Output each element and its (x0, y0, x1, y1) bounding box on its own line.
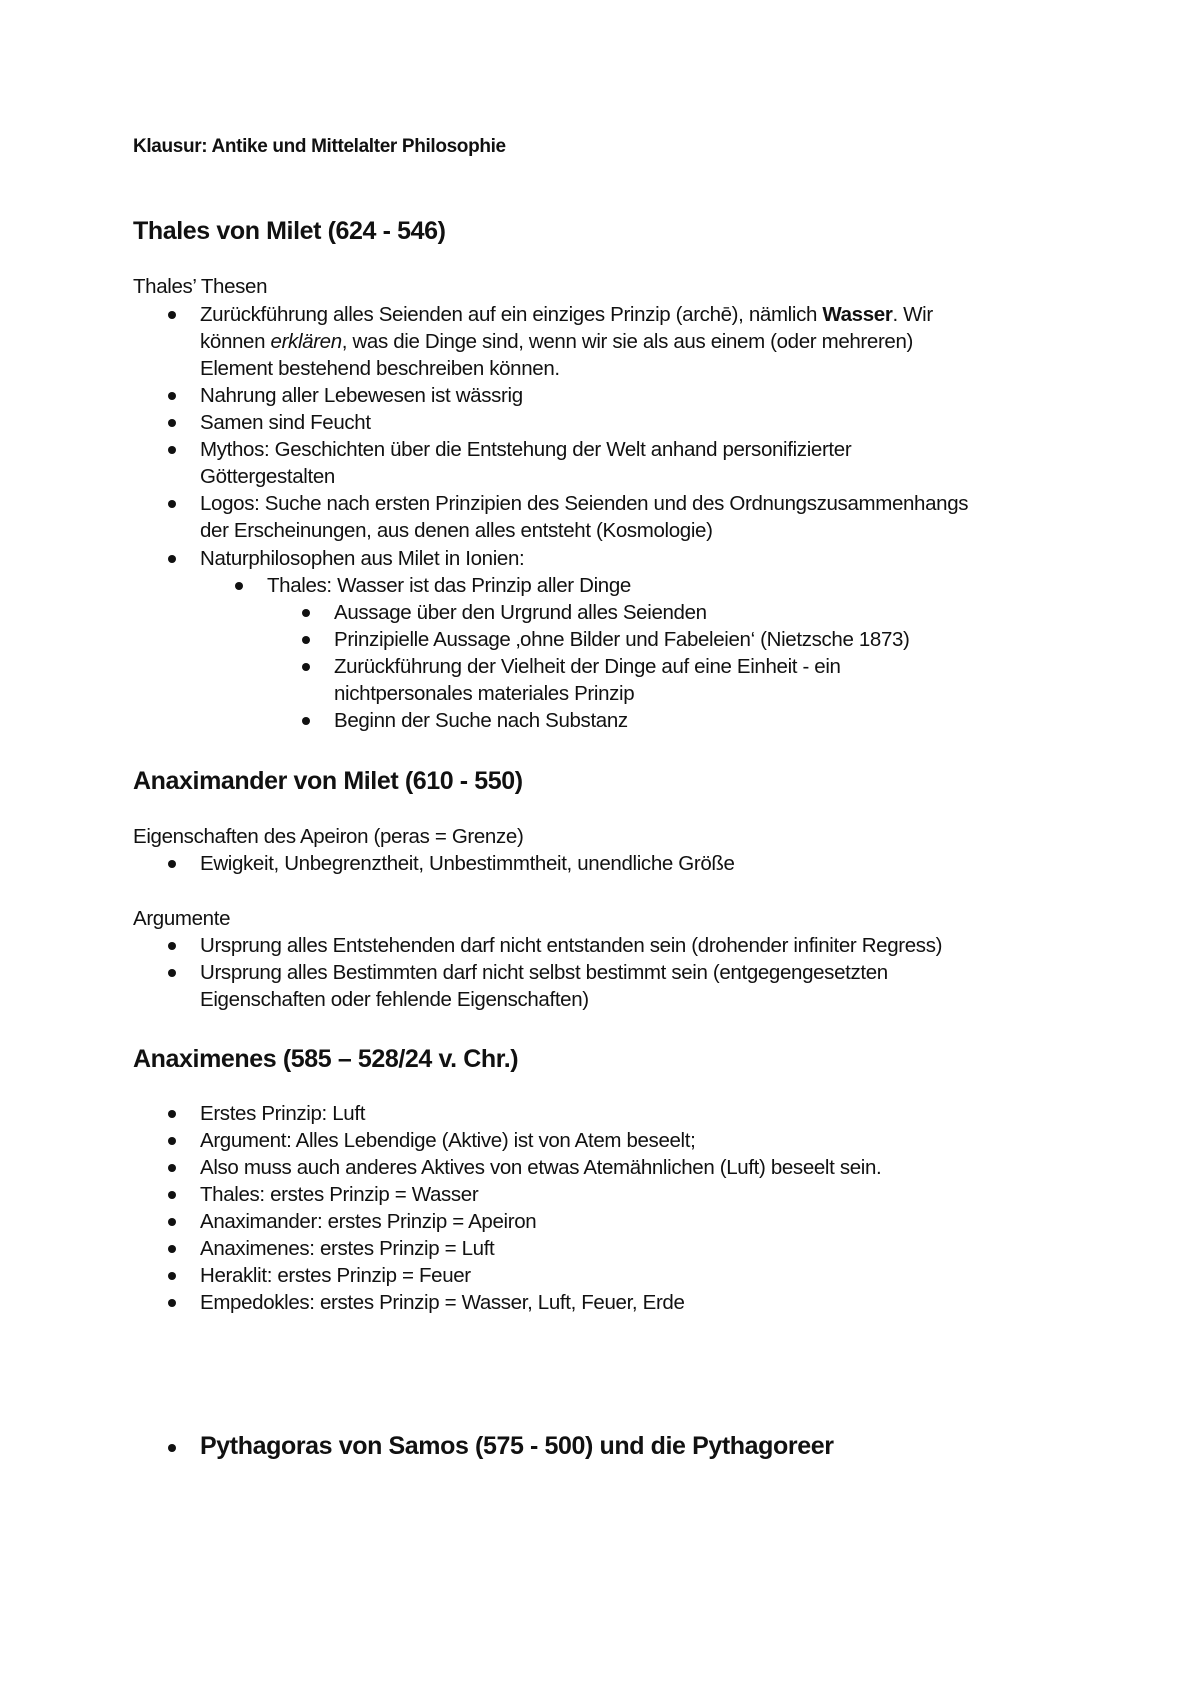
list-item-level3: Zurückführung der Vielheit der Dinge auf eine Einheit - ein (334, 655, 841, 678)
arguments-label: Argumente (133, 907, 231, 930)
list-item-level2: Thales: Wasser ist das Prinzip aller Dinge (267, 574, 631, 597)
list-item: Nahrung aller Lebewesen ist wässrig (200, 384, 523, 407)
bullet-icon (168, 555, 176, 563)
list-item: Erstes Prinzip: Luft (200, 1102, 366, 1125)
list-item-level3: Beginn der Suche nach Substanz (334, 709, 628, 732)
list-item-continuation: nichtpersonales materiales Prinzip (334, 682, 635, 705)
list-item-continuation: der Erscheinungen, aus denen alles entsteht (Kosmologie) (200, 519, 713, 542)
section-heading-anaximander: Anaximander von Milet (610 - 550) (133, 767, 523, 795)
list-item: Ursprung alles Bestimmten darf nicht selbst bestimmt sein (entgegengesetzten (200, 961, 888, 984)
bullet-icon (168, 942, 176, 950)
section-heading-thales: Thales von Milet (624 - 546) (133, 217, 446, 245)
section-heading-pythagoras: Pythagoras von Samos (575 - 500) und die Pythagoreer (200, 1432, 834, 1460)
bullet-icon (168, 392, 176, 400)
list-item: Samen sind Feucht (200, 411, 371, 434)
list-item: Mythos: Geschichten über die Entstehung der Welt anhand personifizierter (200, 438, 852, 461)
list-item-text: Zurückführung alles Seienden auf ein einziges Prinzip (archē), nämlich (200, 303, 823, 326)
emphasis-bold: Wasser (822, 303, 893, 326)
list-item: Empedokles: erstes Prinzip = Wasser, Luft, Feuer, Erde (200, 1291, 685, 1314)
bullet-icon (168, 969, 176, 977)
list-item: Logos: Suche nach ersten Prinzipien des Seienden und des Ordnungszusammenhangs (200, 492, 969, 515)
bullet-icon (168, 1164, 176, 1172)
bullet-icon (168, 1191, 176, 1199)
document-title: Klausur: Antike und Mittelalter Philosophie (133, 136, 506, 157)
bullet-icon (168, 1137, 176, 1145)
bullet-icon (168, 1110, 176, 1118)
bullet-icon (168, 860, 176, 868)
bullet-icon (302, 609, 310, 617)
list-item-continuation: Element bestehend beschreiben können. (200, 357, 560, 380)
bullet-icon (168, 1272, 176, 1280)
bullet-icon (168, 500, 176, 508)
list-item (200, 301, 933, 329)
bullet-icon (302, 717, 310, 725)
emphasis-italic: erklären (270, 330, 342, 353)
list-item-level3: Prinzipielle Aussage ‚ohne Bilder und Fabeleien‘ (Nietzsche 1873) (334, 628, 910, 651)
thales-theses-label: Thales’ Thesen (133, 275, 268, 298)
list-item: Argument: Alles Lebendige (Aktive) ist von Atem beseelt; (200, 1129, 696, 1152)
bullet-icon (168, 311, 176, 319)
list-item: Ewigkeit, Unbegrenztheit, Unbestimmtheit, unendliche Größe (200, 852, 735, 875)
list-item: Anaximenes: erstes Prinzip = Luft (200, 1237, 495, 1260)
list-item-continuation: Göttergestalten (200, 465, 335, 488)
list-item-text: . Wir (892, 303, 933, 326)
list-item: Naturphilosophen aus Milet in Ionien: (200, 547, 525, 570)
bullet-icon (168, 446, 176, 454)
bullet-icon (168, 1299, 176, 1307)
bullet-icon (168, 419, 176, 427)
list-item-continuation: Eigenschaften oder fehlende Eigenschaften) (200, 988, 589, 1011)
list-item-text: können (200, 330, 271, 353)
bullet-icon (302, 663, 310, 671)
bullet-icon (168, 1245, 176, 1253)
list-item-continuation (200, 328, 913, 356)
list-item: Also muss auch anderes Aktives von etwas Atemähnlichen (Luft) beseelt sein. (200, 1156, 882, 1179)
bullet-icon (168, 1218, 176, 1226)
section-heading-anaximenes: Anaximenes (585 – 528/24 v. Chr.) (133, 1045, 519, 1073)
bullet-icon (168, 1444, 176, 1452)
apeiron-properties-label: Eigenschaften des Apeiron (peras = Grenze) (133, 825, 524, 848)
list-item: Thales: erstes Prinzip = Wasser (200, 1183, 479, 1206)
list-item: Heraklit: erstes Prinzip = Feuer (200, 1264, 471, 1287)
list-item: Anaximander: erstes Prinzip = Apeiron (200, 1210, 537, 1233)
list-item-level3: Aussage über den Urgrund alles Seienden (334, 601, 707, 624)
bullet-icon (235, 582, 243, 590)
list-item-text: , was die Dinge sind, wenn wir sie als aus einem (oder mehreren) (341, 330, 914, 353)
list-item: Ursprung alles Entstehenden darf nicht entstanden sein (drohender infiniter Regress) (200, 934, 943, 957)
bullet-icon (302, 636, 310, 644)
